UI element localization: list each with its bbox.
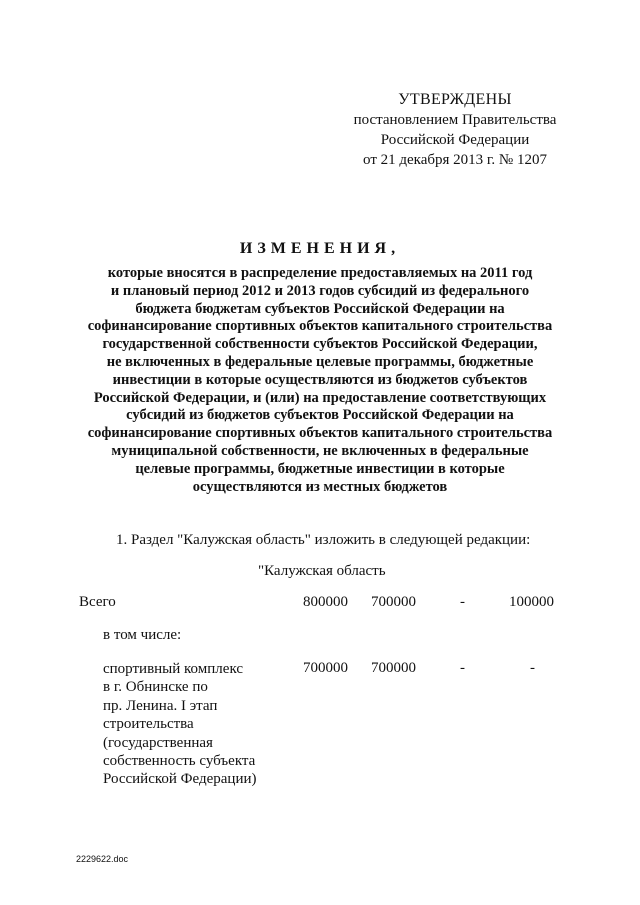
total-col-2: 700000 (371, 594, 416, 610)
paragraph-1: 1. Раздел "Калужская область" изложить в следующей редакции: (116, 532, 531, 548)
subtitle-line: и плановый период 2012 и 2013 годов субсидий из федерального (110, 282, 530, 299)
total-col-4: 100000 (509, 594, 554, 610)
object-name-line: Российской Федерации) (103, 771, 257, 788)
object-col-3: - (460, 660, 465, 676)
subtitle-line: бюджета бюджетам субъектов Российской Федерации на (135, 300, 505, 317)
approval-block (330, 90, 580, 170)
subtitle-line: субсидий из бюджетов субъектов Российской Федерации на (126, 407, 514, 424)
total-label: Всего (79, 594, 116, 610)
object-name-line: строительства (103, 716, 194, 733)
subtitle-line: инвестиции в которые осуществляются из бюджетов субъектов (112, 371, 528, 388)
object-col-2: 700000 (371, 660, 416, 676)
object-name-line: пр. Ленина. I этап (103, 697, 218, 714)
subtitle-line: не включенных в федеральные целевые программы, бюджетные (106, 353, 534, 370)
subtitle-line: софинансирование спортивных объектов капитального строительства (87, 425, 553, 442)
object-col-1: 700000 (303, 660, 348, 676)
document-subtitle (40, 265, 600, 496)
object-name-line: в г. Обнинске по (103, 679, 208, 696)
total-col-1: 800000 (303, 594, 348, 610)
object-name-line: собственность субъекта (103, 753, 256, 770)
subtitle-line: софинансирование спортивных объектов капитального строительства (87, 318, 553, 335)
subtitle-line: муниципальной собственности, не включенных в федеральные (111, 442, 529, 459)
object-name-line: (государственная (103, 734, 213, 751)
region-heading: "Калужская область (258, 563, 386, 579)
subtitle-line: которые вносятся в распределение предоставляемых на 2011 год (107, 265, 533, 281)
including-label: в том числе: (103, 627, 182, 643)
document-title: ИЗМЕНЕНИЯ, (239, 240, 401, 257)
subtitle-line: целевые программы, бюджетные инвестиции в которые (135, 460, 505, 477)
footer-file-name: 2229622.doc (76, 854, 129, 864)
approval-line-3: от 21 декабря 2013 г. № 1207 (363, 152, 547, 168)
total-col-3: - (460, 594, 465, 610)
object-name-line: спортивный комплекс (103, 661, 244, 677)
object-col-4: - (530, 660, 535, 676)
approval-line-2: Российской Федерации (380, 132, 530, 148)
approval-title: УТВЕРЖДЕНЫ (398, 91, 512, 108)
subtitle-line: государственной собственности субъектов Российской Федерации, (102, 336, 538, 353)
subtitle-line: осуществляются из местных бюджетов (192, 478, 448, 495)
subtitle-line: Российской Федерации, и (или) на предоставление соответствующих (93, 389, 547, 406)
object-name (103, 660, 257, 789)
approval-line-1: постановлением Правительства (353, 112, 557, 128)
